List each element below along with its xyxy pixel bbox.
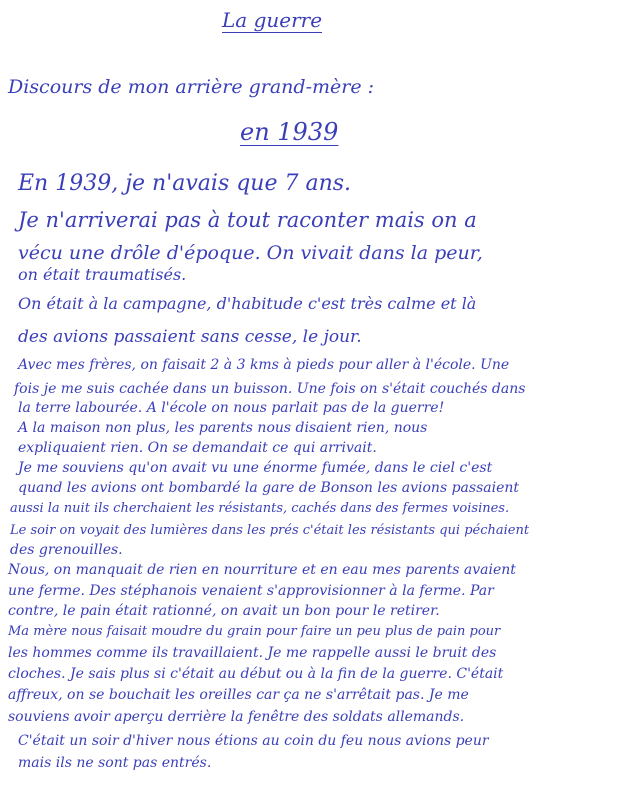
- text-line: Je me souviens qu'on avait vu une énorme fumée, dans le ciel c'est: [18, 460, 493, 476]
- date-heading: en 1939: [240, 118, 339, 146]
- text-line: cloches. Je sais plus si c'était au début ou à la fin de la guerre. C'était: [8, 666, 504, 682]
- text-line: une ferme. Des stéphanois venaient s'approvisionner à la ferme. Par: [8, 583, 494, 599]
- text-line: on était traumatisés.: [18, 265, 187, 284]
- letter-intro: Discours de mon arrière grand-mère :: [8, 76, 375, 98]
- text-line: souviens avoir aperçu derrière la fenêtre des soldats allemands.: [8, 709, 465, 725]
- text-line: les hommes comme ils travaillaient. Je me rappelle aussi le bruit des: [8, 645, 497, 661]
- text-line: C'était un soir d'hiver nous étions au coin du feu nous avions peur: [18, 733, 489, 749]
- text-line: Je n'arriverai pas à tout raconter mais on a: [18, 208, 477, 232]
- text-line: quand les avions ont bombardé la gare de Bonson les avions passaient: [18, 480, 520, 496]
- text-line: Avec mes frères, on faisait 2 à 3 kms à pieds pour aller à l'école. Une: [18, 357, 510, 373]
- text-line: Nous, on manquait de rien en nourriture et en eau mes parents avaient: [8, 562, 516, 578]
- text-line: On était à la campagne, d'habitude c'est très calme et là: [18, 294, 477, 313]
- text-line: fois je me suis cachée dans un buisson. Une fois on s'était couchés dans: [14, 381, 526, 397]
- text-line: En 1939, je n'avais que 7 ans.: [18, 171, 352, 196]
- text-line: A la maison non plus, les parents nous disaient rien, nous: [18, 420, 428, 436]
- text-line: expliquaient rien. On se demandait ce qui arrivait.: [18, 440, 377, 456]
- text-line: mais ils ne sont pas entrés.: [18, 755, 212, 771]
- text-line: Le soir on voyait des lumières dans les prés c'était les résistants qui péchaient: [10, 523, 530, 538]
- text-line: vécu une drôle d'époque. On vivait dans la peur,: [18, 242, 483, 264]
- text-line: des grenouilles.: [10, 542, 123, 558]
- text-line: contre, le pain était rationné, on avait un bon pour le retirer.: [8, 603, 440, 619]
- text-line: la terre labourée. A l'école on nous parlait pas de la guerre!: [18, 400, 445, 416]
- text-line: aussi la nuit ils cherchaient les résistants, cachés dans des fermes voisines.: [10, 501, 510, 516]
- letter-title: La guerre: [222, 8, 323, 32]
- text-line: des avions passaient sans cesse, le jour.: [18, 327, 362, 347]
- text-line: affreux, on se bouchait les oreilles car ça ne s'arrêtait pas. Je me: [8, 687, 469, 703]
- text-line: Ma mère nous faisait moudre du grain pour faire un peu plus de pain pour: [8, 624, 501, 639]
